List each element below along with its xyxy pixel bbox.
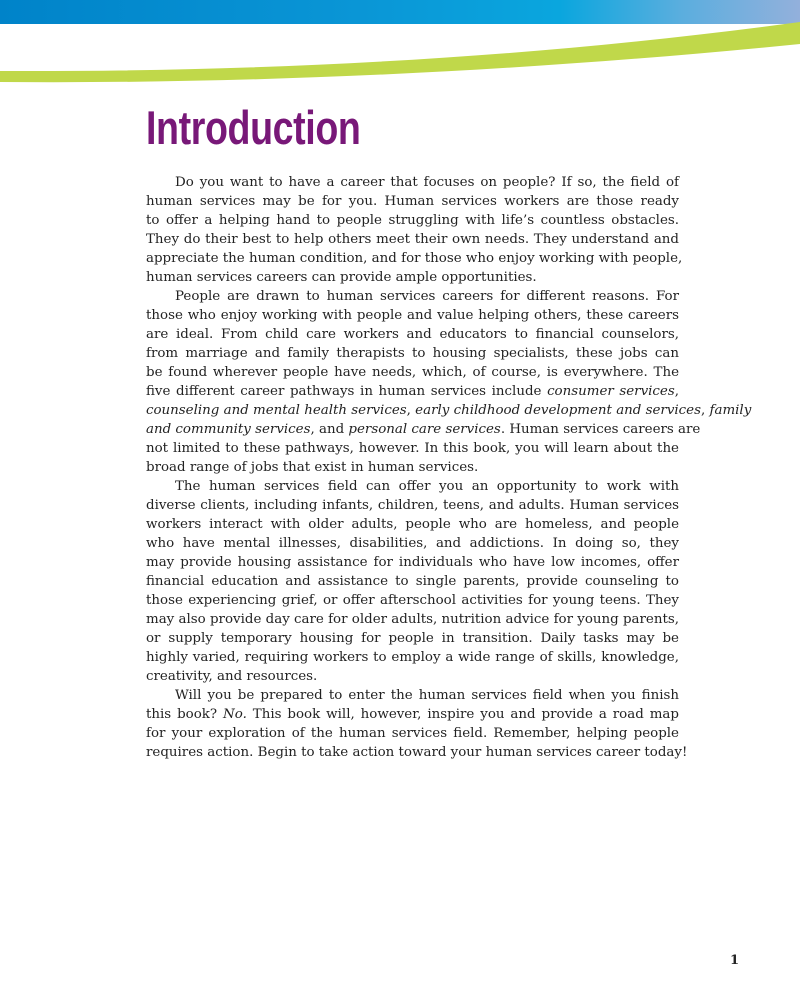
italic-text: personal care services [348,422,501,437]
text-segment: This book will, however, inspire you and provide a road map [246,707,679,722]
text-line [146,572,679,591]
text-line [146,192,679,211]
text-segment: who have mental illnesses, disabilities, and addictions. In doing so, they [146,536,679,551]
text-line [146,477,679,496]
text-segment: or supply temporary housing for people in transition. Daily tasks may be [146,631,679,646]
text-line [146,648,679,667]
text-line [146,306,679,325]
text-line [146,420,701,439]
text-segment: those who enjoy working with people and value helping others, these careers [146,308,679,323]
text-segment: not limited to these pathways, however. In this book, you will learn about the [146,441,679,456]
text-line [146,211,679,230]
header-color-bar [0,0,800,24]
text-line [146,534,679,553]
page-number: 1 [730,953,740,968]
text-line [146,249,683,268]
text-line [146,344,679,363]
text-line [146,401,752,420]
text-line [146,591,679,610]
text-line [146,458,679,477]
body-text [146,173,752,762]
text-segment: appreciate the human condition, and for those who enjoy working with people, [146,251,683,266]
text-line [146,496,679,515]
text-segment: from marriage and family therapists to housing specialists, these jobs can [146,346,679,361]
italic-text: early childhood development and services [415,403,701,418]
text-segment: broad range of jobs that exist in human services. [146,460,479,475]
text-line [146,268,679,287]
italic-text: No. [223,707,247,722]
text-line [146,667,679,686]
text-segment: Will you be prepared to enter the human services field when you finish [175,688,679,703]
text-line [146,382,679,401]
paragraph [146,477,679,686]
text-segment: may also provide day care for older adults, nutrition advice for young parents, [146,612,679,627]
paragraph [146,173,683,287]
text-segment: human services may be for you. Human services workers are those ready [146,194,679,209]
text-segment: financial education and assistance to single parents, provide counseling to [146,574,679,589]
text-segment: Do you want to have a career that focuses on people? If so, the field of [175,175,679,190]
italic-text: family [709,403,752,418]
text-line [146,705,679,724]
text-segment: , [674,384,679,399]
text-line [146,743,688,762]
text-segment: creativity, and resources. [146,669,318,684]
text-line [146,724,679,743]
text-segment: People are drawn to human services careers for different reasons. For [175,289,679,304]
text-line [146,686,679,705]
italic-text: consumer services [547,384,675,399]
text-segment: , [406,403,416,418]
text-line [146,610,679,629]
text-segment: requires action. Begin to take action toward your human services career today! [146,745,688,760]
text-line [146,515,679,534]
text-segment: The human services field can offer you an opportunity to work with [175,479,679,494]
italic-text: and community services [146,422,311,437]
text-line [146,173,679,192]
text-segment: diverse clients, including infants, children, teens, and adults. Human services [146,498,679,513]
text-segment: , and [310,422,349,437]
text-line [146,553,679,572]
text-segment: this book? [146,707,224,722]
italic-text: counseling and mental health services [146,403,407,418]
text-segment: for your exploration of the human services field. Remember, helping people [146,726,679,741]
text-segment: five different career pathways in human services include [146,384,548,399]
paragraph [146,287,752,477]
text-segment: human services careers can provide ample opportunities. [146,270,537,285]
text-segment: those experiencing grief, or offer afterschool activities for young teens. They [146,593,679,608]
text-line [146,325,679,344]
text-line [146,363,679,382]
text-segment: be found wherever people have needs, which, of course, is everywhere. The [146,365,679,380]
text-segment: are ideal. From child care workers and educators to financial counselors, [146,327,679,342]
text-segment: They do their best to help others meet their own needs. They understand and [146,232,679,247]
text-segment: may provide housing assistance for individuals who have low incomes, offer [146,555,679,570]
text-segment: highly varied, requiring workers to employ a wide range of skills, knowledge, [146,650,679,665]
text-line [146,230,679,249]
text-line [146,629,679,648]
text-segment: , [700,403,710,418]
text-segment: to offer a helping hand to people struggling with life’s countless obstacles. [146,213,679,228]
header-swoosh-decoration [0,22,800,84]
text-line [146,439,679,458]
paragraph [146,686,688,762]
page-title: Introduction [146,101,361,154]
text-segment: . Human services careers are [500,422,701,437]
text-segment: workers interact with older adults, people who are homeless, and people [146,517,679,532]
text-line [146,287,679,306]
